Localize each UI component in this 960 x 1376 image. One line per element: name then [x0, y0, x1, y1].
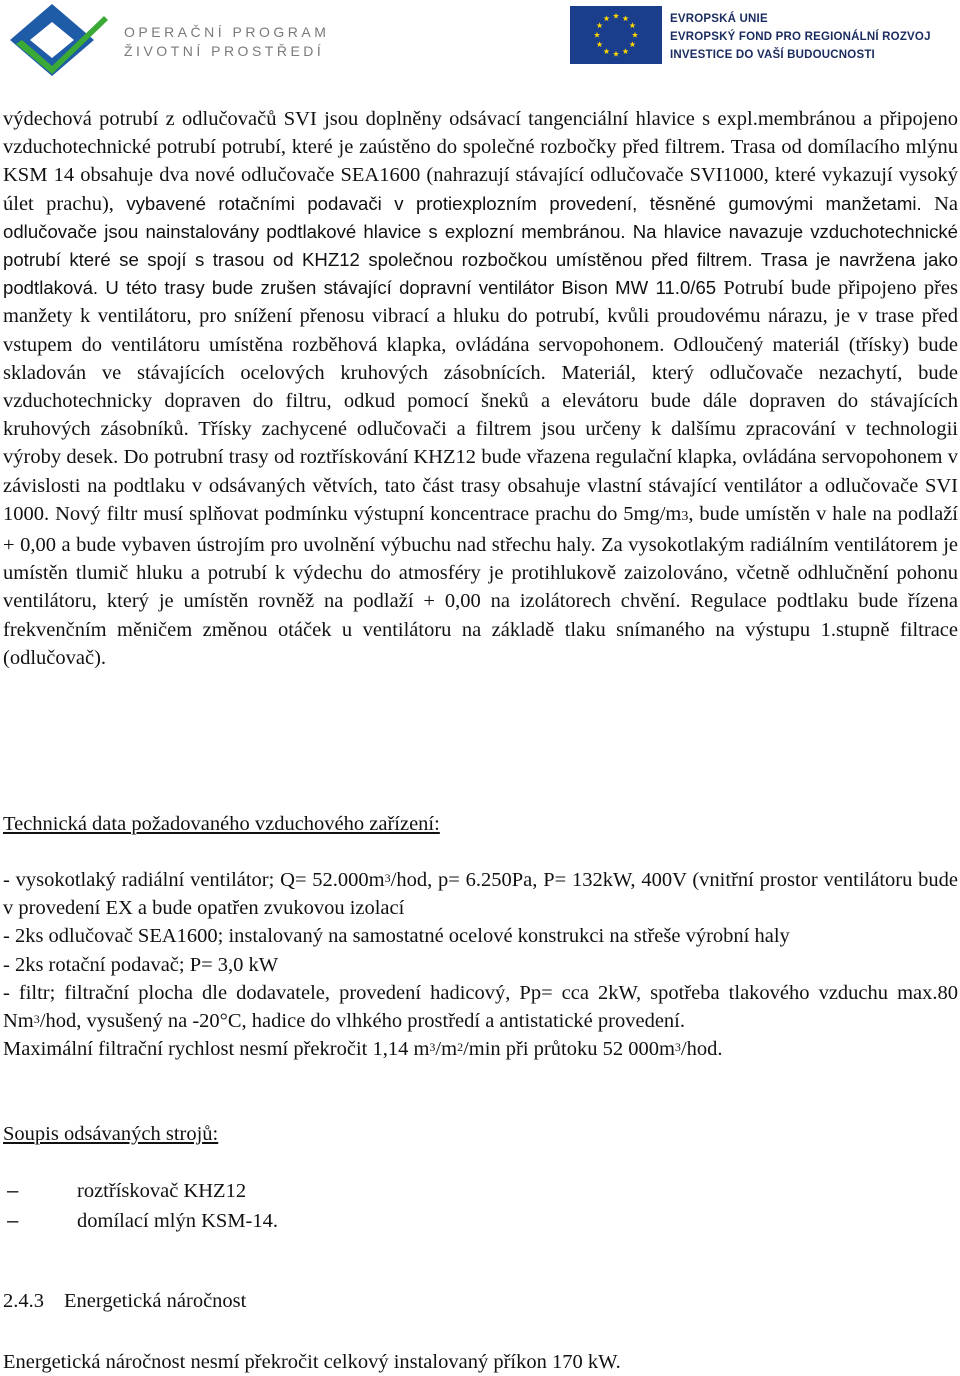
- op-zp-emblem-icon: [8, 2, 118, 78]
- list-item-text: roztřískovač KHZ12: [77, 1180, 247, 1202]
- op-title-line1: OPERAČNÍ PROGRAM: [124, 24, 330, 40]
- energy-statement: Energetická náročnost nesmí překročit celkový instalovaný příkon 170 kW.: [3, 1351, 621, 1373]
- heading-technical-data: Technická data požadovaného vzduchového zařízení:: [3, 813, 440, 835]
- eu-line1: EVROPSKÁ UNIE: [670, 13, 768, 25]
- eu-line3: INVESTICE DO VAŠÍ BUDOUCNOSTI: [670, 49, 875, 61]
- eu-flag-icon: [570, 6, 662, 64]
- list-dash: –: [7, 1209, 19, 1232]
- list-dash: –: [7, 1179, 19, 1202]
- technical-data-block: [3, 866, 958, 1063]
- section-title: Energetická náročnost: [64, 1290, 247, 1312]
- para-sentence-5: odlučovače jsou nainstalovány podtlakové hlavice s explozní membránou.: [3, 220, 626, 242]
- para-sentence-7: Potrubí bude připojeno přes manžety k ventilátoru, pro snížení přenosu vibrací a hluku do potrubí, kvůli proudovému nárazu, je v trase před vstupem do ventilátoru umístěna rozběhová klapka, ovládána servopohonem. Odloučený materiál (třísky) bude skladován ve stávajících ocelových kruhových zásobnících. Materiál, který odlučovače nezachytí, bude vzduchotechnicky dopraven do filtru, odkud pomocí šneků a elevátoru bude dále dopraven do stávajících kruhových zásobníků. Třísky zachycené odlučovači a filtrem jsou určeny k dalšímu zpracování v technologii výroby desek. Do potrubní trasy od roztřískování KHZ12 bude vřazena regulační klapka, ovládána servopohonem v závislosti na podtlaku v odsávaných větvích, tato část trasy obsahuje vlastní stávající ventilátor a odlučovače SVI 1000. Nový filtr musí splňovat podmínku výstupní koncentrace prachu do 5mg/m: [3, 277, 958, 525]
- para-sentence-3: vybavené rotačními podavači v protiexplozním provedení, těsněné gumovými manžetami.: [126, 192, 922, 214]
- eu-logo: [570, 6, 950, 66]
- tech-item-fan: - vysokotlaký radiální ventilátor; $Q= 52.000m^3$/hod, p= 6.250Pa, P= 132kW, 400V (vnitřní prostor ventilátoru bude v provedení EX a bude opatřen zvukovou izolací: [3, 869, 958, 920]
- list-item: [3, 1176, 603, 1206]
- op-zp-logo: [8, 2, 330, 78]
- list-item: [3, 1206, 603, 1236]
- para-sub-3: 3: [681, 508, 689, 524]
- heading-machine-list: Soupis odsávaných strojů:: [3, 1123, 219, 1145]
- para-sentence-6: Na hlavice navazuje vzduchotechnické potrubí které se spojí s trasou od KHZ12 společnou rozbočkou umístěnou před filtrem. Trasa je navržena jako podtlaková. U této trasy bude zrušen stávající dopravní ventilátor Bison MW 11.0/65: [3, 220, 958, 299]
- section-number: 2.4.3: [3, 1290, 44, 1312]
- para-sentence-2: Trasa od domílacího mlýnu KSM 14 obsahuje dva nové odlučovače SEA1600 (nahrazují stávající odlučovače SVI1000, které vykazují vysoký úlet prachu),: [3, 136, 958, 215]
- para-sentence-4: Na: [921, 192, 959, 215]
- para-sentence-1: výdechová potrubí z odlučovačů SVI jsou doplněny odsávací tangenciální hlavice s expl.membránou a připojeno vzduchotechnické potrubí potrubí, které je zaústěno do společné rozbočky před filtrem.: [3, 108, 958, 159]
- tech-item-filter: - filtr; filtrační plocha dle dodavatele, provedení hadicový, Pp= cca 2kW, spotřeba tlakového vzduchu max.80 Nm$^3$/hod, vysušený na -20°C, hadice do vlhkého prostředí a antistatické provedení.: [3, 981, 958, 1033]
- main-paragraph: [3, 105, 958, 672]
- machine-list: [3, 1176, 603, 1236]
- list-item-text: domílací mlýn KSM-14.: [77, 1210, 279, 1232]
- para-sentence-8: , bude umístěn v hale na podlaží + 0,00 a bude vybaven ústrojím pro uvolnění výbuchu nad střechu haly. Za vysokotlakým radiálním ventilátorem je umístěn tlumič hluku a potrubí k výdechu do atmosféry je protihlukově zaizolováno, včetně odhlučnění pohonu ventilátoru, který je umístěn rovněž na podlaží + 0,00 na izolátorech chvění. Regulace podtlaku bude řízena frekvenčním měničem změnou otáček u ventilátoru na základě tlaku snímaného na výstupu 1.stupně filtrace (odlučovač).: [3, 502, 958, 669]
- tech-item-separator: - 2ks odlučovač SEA1600; instalovaný na samostatné ocelové konstrukci na střeše výrobní haly: [3, 925, 790, 948]
- op-title-line2: ŽIVOTNÍ PROSTŘEDÍ: [124, 43, 325, 59]
- tech-item-feeder: - 2ks rotační podavač; P= 3,0 kW: [3, 953, 279, 976]
- eu-line2: EVROPSKÝ FOND PRO REGIONÁLNÍ ROZVOJ: [670, 31, 931, 43]
- tech-item-filtration-speed: Maximální filtrační rychlost nesmí překročit 1,14 $m^3/m^2/\min$ při průtoku 52 $000m^3$/hod.: [3, 1038, 723, 1061]
